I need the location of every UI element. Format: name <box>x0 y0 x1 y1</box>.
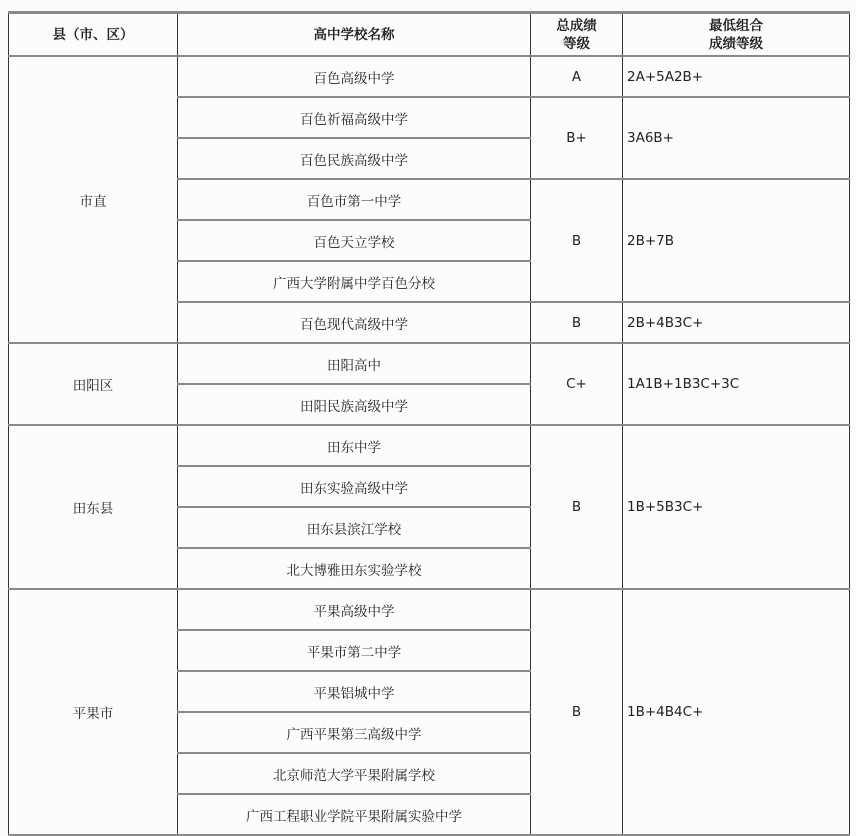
school-name-cell: 田东实验高级中学 <box>178 466 531 507</box>
school-name-cell: 百色祈福高级中学 <box>178 97 531 138</box>
school-name-cell: 北京师范大学平果附属学校 <box>178 753 531 794</box>
header-min-combo-grade: 最低组合 成绩等级 <box>623 13 850 57</box>
county-cell: 田东县 <box>9 425 178 589</box>
table-row <box>9 56 850 97</box>
school-name-cell: 田东县滨江学校 <box>178 507 531 548</box>
overall-grade-cell: B <box>531 425 623 589</box>
school-name-cell: 田东中学 <box>178 425 531 466</box>
school-name-cell: 北大博雅田东实验学校 <box>178 548 531 589</box>
overall-grade-cell: B+ <box>531 97 623 179</box>
min-combo-grade-cell: 1A1B+1B3C+3C <box>623 343 850 425</box>
county-cell: 田阳区 <box>9 343 178 425</box>
overall-grade-cell: B <box>531 302 623 343</box>
min-combo-grade-cell: 1B+4B4C+ <box>623 589 850 835</box>
county-cell: 市直 <box>9 56 178 343</box>
school-name-cell: 田阳高中 <box>178 343 531 384</box>
school-name-cell: 百色高级中学 <box>178 56 531 97</box>
school-name-cell: 平果铝城中学 <box>178 671 531 712</box>
school-name-cell: 百色市第一中学 <box>178 179 531 220</box>
table-row <box>9 343 850 384</box>
school-name-cell: 广西平果第三高级中学 <box>178 712 531 753</box>
min-combo-grade-cell: 2B+4B3C+ <box>623 302 850 343</box>
school-name-cell: 田阳民族高级中学 <box>178 384 531 425</box>
overall-grade-cell: B <box>531 179 623 302</box>
county-cell: 平果市 <box>9 589 178 835</box>
table-row <box>9 589 850 630</box>
header-school: 高中学校名称 <box>178 13 531 57</box>
header-county: 县（市、区） <box>9 13 178 57</box>
min-combo-grade-cell: 2A+5A2B+ <box>623 56 850 97</box>
school-name-cell: 平果高级中学 <box>178 589 531 630</box>
min-combo-grade-cell: 2B+7B <box>623 179 850 302</box>
school-name-cell: 百色天立学校 <box>178 220 531 261</box>
school-name-cell: 平果市第二中学 <box>178 630 531 671</box>
header-row <box>9 13 850 57</box>
admission-grade-table <box>8 11 850 836</box>
table-row <box>9 425 850 466</box>
school-name-cell: 百色现代高级中学 <box>178 302 531 343</box>
school-name-cell: 百色民族高级中学 <box>178 138 531 179</box>
overall-grade-cell: A <box>531 56 623 97</box>
school-name-cell: 广西大学附属中学百色分校 <box>178 261 531 302</box>
school-name-cell: 广西工程职业学院平果附属实验中学 <box>178 794 531 835</box>
overall-grade-cell: B <box>531 589 623 835</box>
header-overall-grade: 总成绩 等级 <box>531 13 623 57</box>
min-combo-grade-cell: 1B+5B3C+ <box>623 425 850 589</box>
min-combo-grade-cell: 3A6B+ <box>623 97 850 179</box>
overall-grade-cell: C+ <box>531 343 623 425</box>
